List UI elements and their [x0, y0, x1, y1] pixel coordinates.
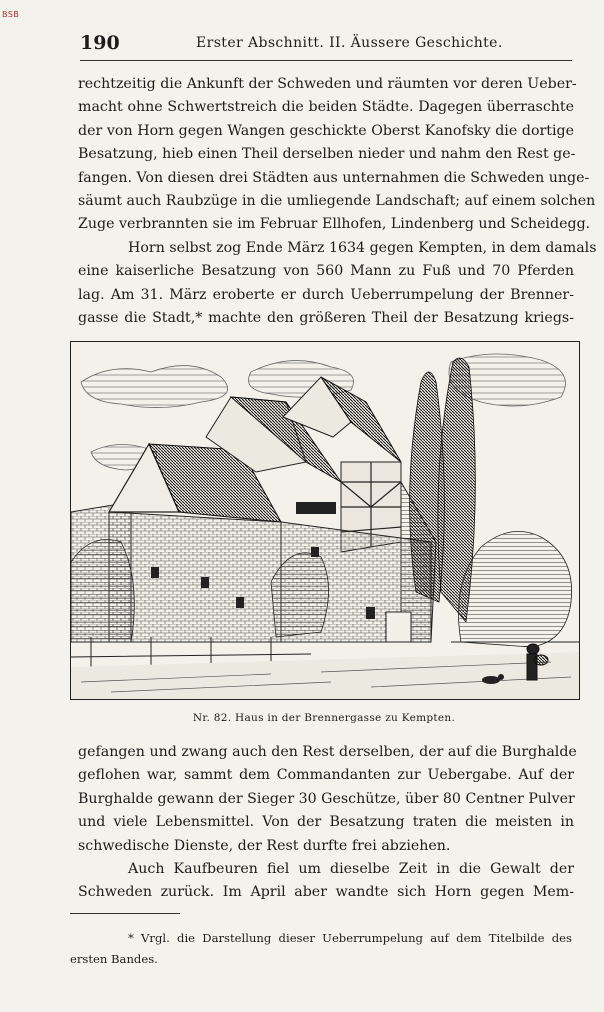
- engraving-illustration: [70, 341, 580, 700]
- figure-caption: Nr. 82. Haus in der Brennergasse zu Kempten.: [192, 712, 456, 724]
- text-line: Auch Kaufbeuren fiel um dieselbe Zeit in die Gewalt der: [128, 861, 574, 878]
- text-line: Horn selbst zog Ende März 1634 gegen Kempten, in dem damals: [128, 239, 597, 256]
- text-line: geflohen war, sammt dem Commandanten zur Uebergabe. Auf der: [78, 767, 574, 784]
- text-line: rechtzeitig die Ankunft der Schweden und räumten vor deren Ueber-: [78, 76, 577, 92]
- text-line: Burghalde gewann der Sieger 30 Geschütze, über 80 Centner Pulver: [78, 790, 575, 807]
- door: [386, 612, 411, 642]
- body-text-bottom: [78, 741, 577, 905]
- main-wall: [109, 512, 281, 642]
- text-line: säumt auch Raubzüge in die umliegende Landschaft; auf einem solchen: [78, 193, 596, 210]
- text-line: eine kaiserliche Besatzung von 560 Mann zu Fuß und 70 Pferden: [78, 263, 574, 280]
- page-number: 190: [80, 32, 120, 54]
- footnote: [70, 928, 572, 970]
- footnote-line: * Vrgl. die Darstellung dieser Ueberrumpelung auf dem Titelbilde des: [128, 931, 572, 945]
- footnote-rule: [70, 913, 180, 914]
- running-head: Erster Abschnitt. II. Äussere Geschichte.: [196, 35, 503, 51]
- text-line: lag. Am 31. März eroberte er durch Ueberrumpelung der Brenner-: [78, 286, 574, 303]
- body-text-top: [78, 73, 597, 330]
- house-engraving: [71, 342, 579, 699]
- text-line: der von Horn gegen Wangen geschickte Oberst Kanofsky die dortige: [78, 122, 574, 139]
- text-line: gasse die Stadt,* machte den größeren Theil der Besatzung kriegs-: [78, 310, 574, 327]
- text-line: macht ohne Schwertstreich die beiden Städte. Dagegen überraschte: [78, 99, 574, 116]
- text-line: fangen. Von diesen drei Städten aus unternahmen die Schweden unge-: [78, 169, 590, 186]
- footnote-line: ersten Bandes.: [70, 952, 158, 966]
- text-line: Schweden zurück. Im April aber wandte sich Horn gegen Mem-: [78, 884, 574, 901]
- page-header: [80, 32, 572, 61]
- text-line: Zuge verbrannten sie im Februar Ellhofen, Lindenberg und Scheidegg.: [78, 216, 591, 233]
- text-line: und viele Lebensmittel. Von der Besatzung traten die meisten in: [78, 814, 574, 831]
- text-line: schwedische Dienste, der Rest durfte frei abziehen.: [78, 837, 451, 854]
- text-line: Besatzung, hieb einen Theil derselben nieder und nahm den Rest ge-: [78, 146, 576, 163]
- library-watermark: BSB: [2, 10, 20, 19]
- text-line: gefangen und zwang auch den Rest derselben, der auf die Burghalde: [78, 744, 577, 760]
